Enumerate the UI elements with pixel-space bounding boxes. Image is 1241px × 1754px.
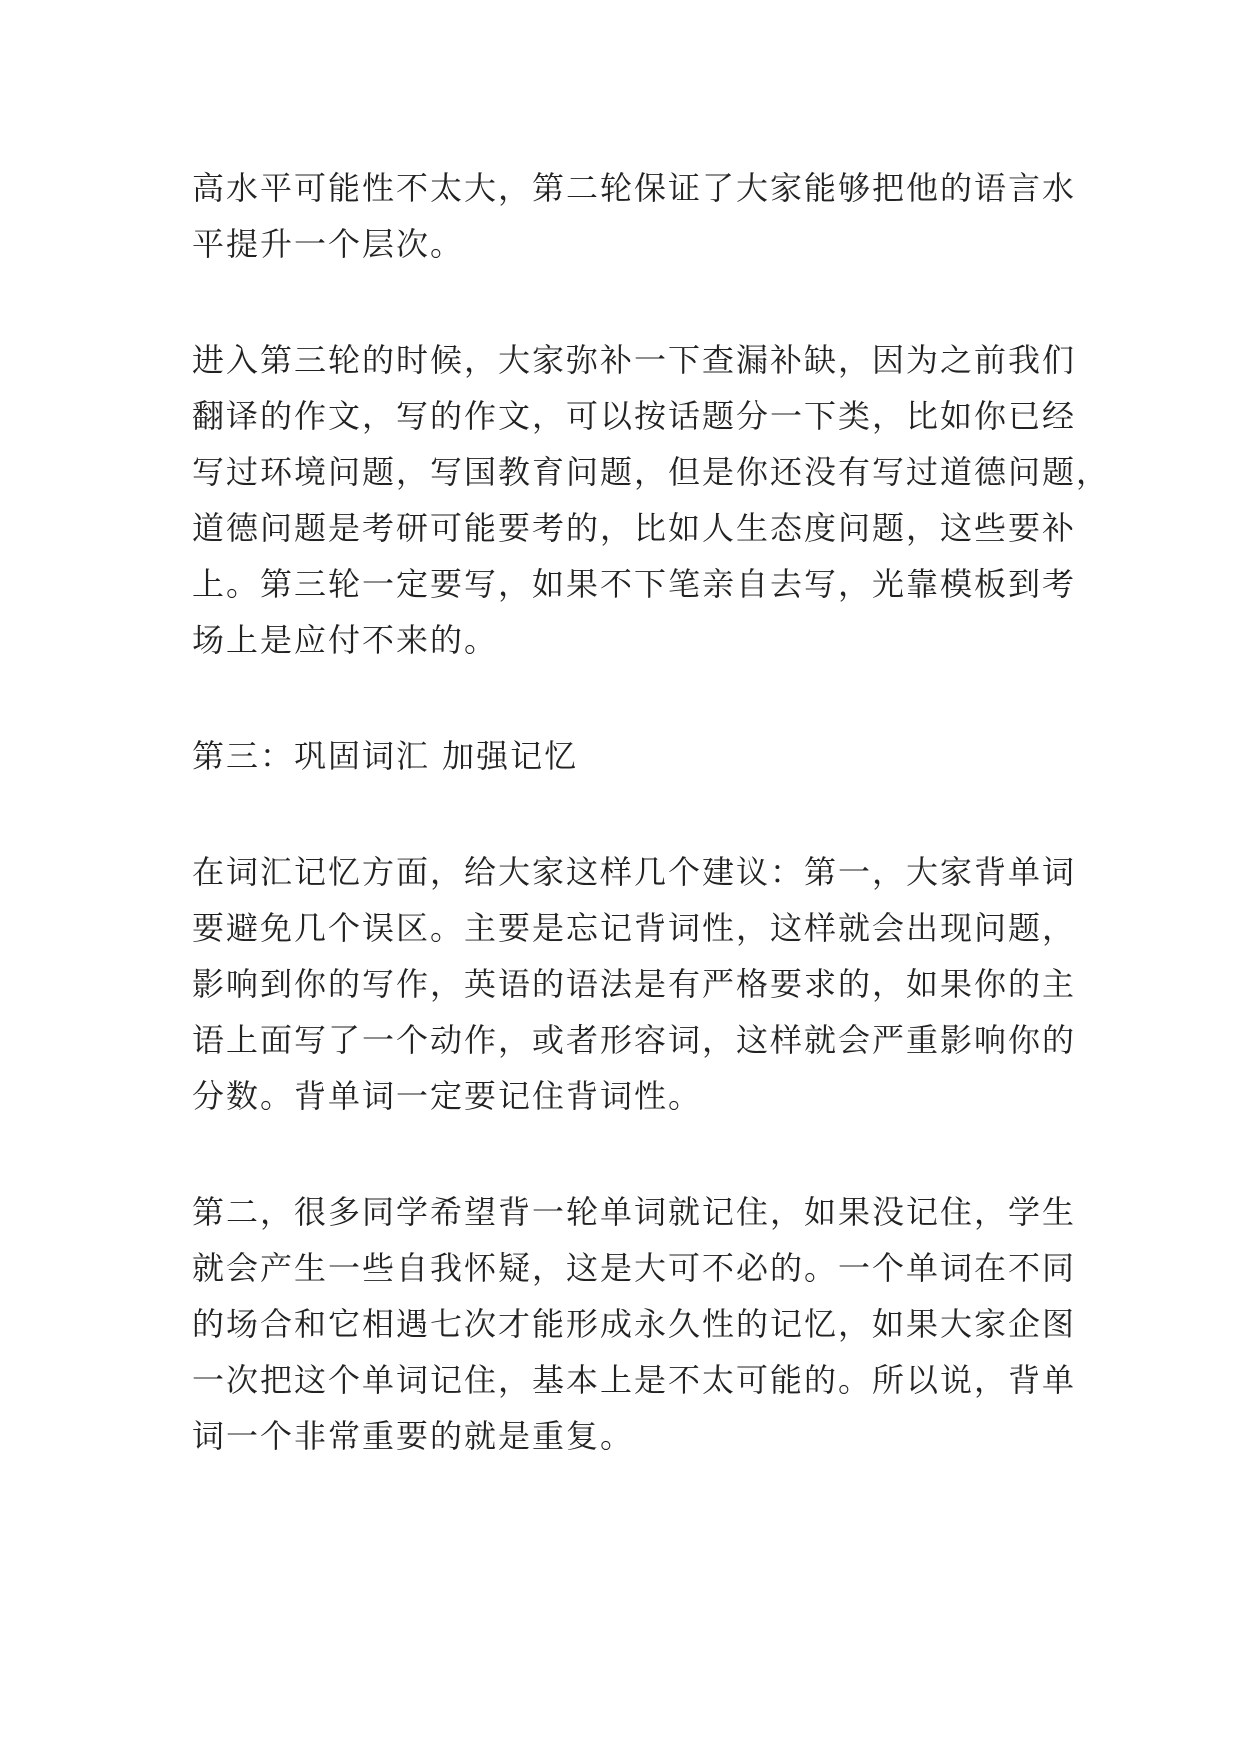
- text-line: 写过环境问题，写国教育问题，但是你还没有写过道德问题，: [192, 453, 1111, 491]
- text-line: 翻译的作文，写的作文，可以按话题分一下类，比如你已经: [192, 397, 1077, 435]
- text-line: 的场合和它相遇七次才能形成永久性的记忆，如果大家企图: [192, 1305, 1077, 1343]
- text-line: 平提升一个层次。: [192, 225, 465, 263]
- section-heading: [192, 728, 1062, 784]
- text-line: 道德问题是考研可能要考的，比如人生态度问题，这些要补: [192, 509, 1077, 547]
- text-line: 进入第三轮的时候，大家弥补一下查漏补缺，因为之前我们: [192, 341, 1077, 379]
- paragraph-2: [192, 332, 1111, 668]
- document-page: [192, 160, 1111, 1464]
- paragraph-3: [192, 844, 1077, 1124]
- paragraph-4: [192, 1184, 1077, 1464]
- text-line: 一次把这个单词记住，基本上是不太可能的。所以说，背单: [192, 1361, 1077, 1399]
- text-line: 就会产生一些自我怀疑，这是大可不必的。一个单词在不同: [192, 1249, 1077, 1287]
- text-line: 在词汇记忆方面，给大家这样几个建议：第一，大家背单词: [192, 853, 1077, 891]
- text-line: 影响到你的写作，英语的语法是有严格要求的，如果你的主: [192, 965, 1077, 1003]
- text-line: 场上是应付不来的。: [192, 621, 499, 659]
- text-line: 第二，很多同学希望背一轮单词就记住，如果没记住，学生: [192, 1193, 1077, 1231]
- text-line: 上。第三轮一定要写，如果不下笔亲自去写，光靠模板到考: [192, 565, 1077, 603]
- text-line: 语上面写了一个动作，或者形容词，这样就会严重影响你的: [192, 1021, 1077, 1059]
- heading-text: 第三：巩固词汇 加强记忆: [192, 737, 579, 775]
- paragraph-1: [192, 160, 1077, 272]
- text-line: 分数。背单词一定要记住背词性。: [192, 1077, 703, 1115]
- text-line: 词一个非常重要的就是重复。: [192, 1417, 635, 1455]
- text-line: 高水平可能性不太大，第二轮保证了大家能够把他的语言水: [192, 169, 1077, 207]
- text-line: 要避免几个误区。主要是忘记背词性，这样就会出现问题，: [192, 909, 1077, 947]
